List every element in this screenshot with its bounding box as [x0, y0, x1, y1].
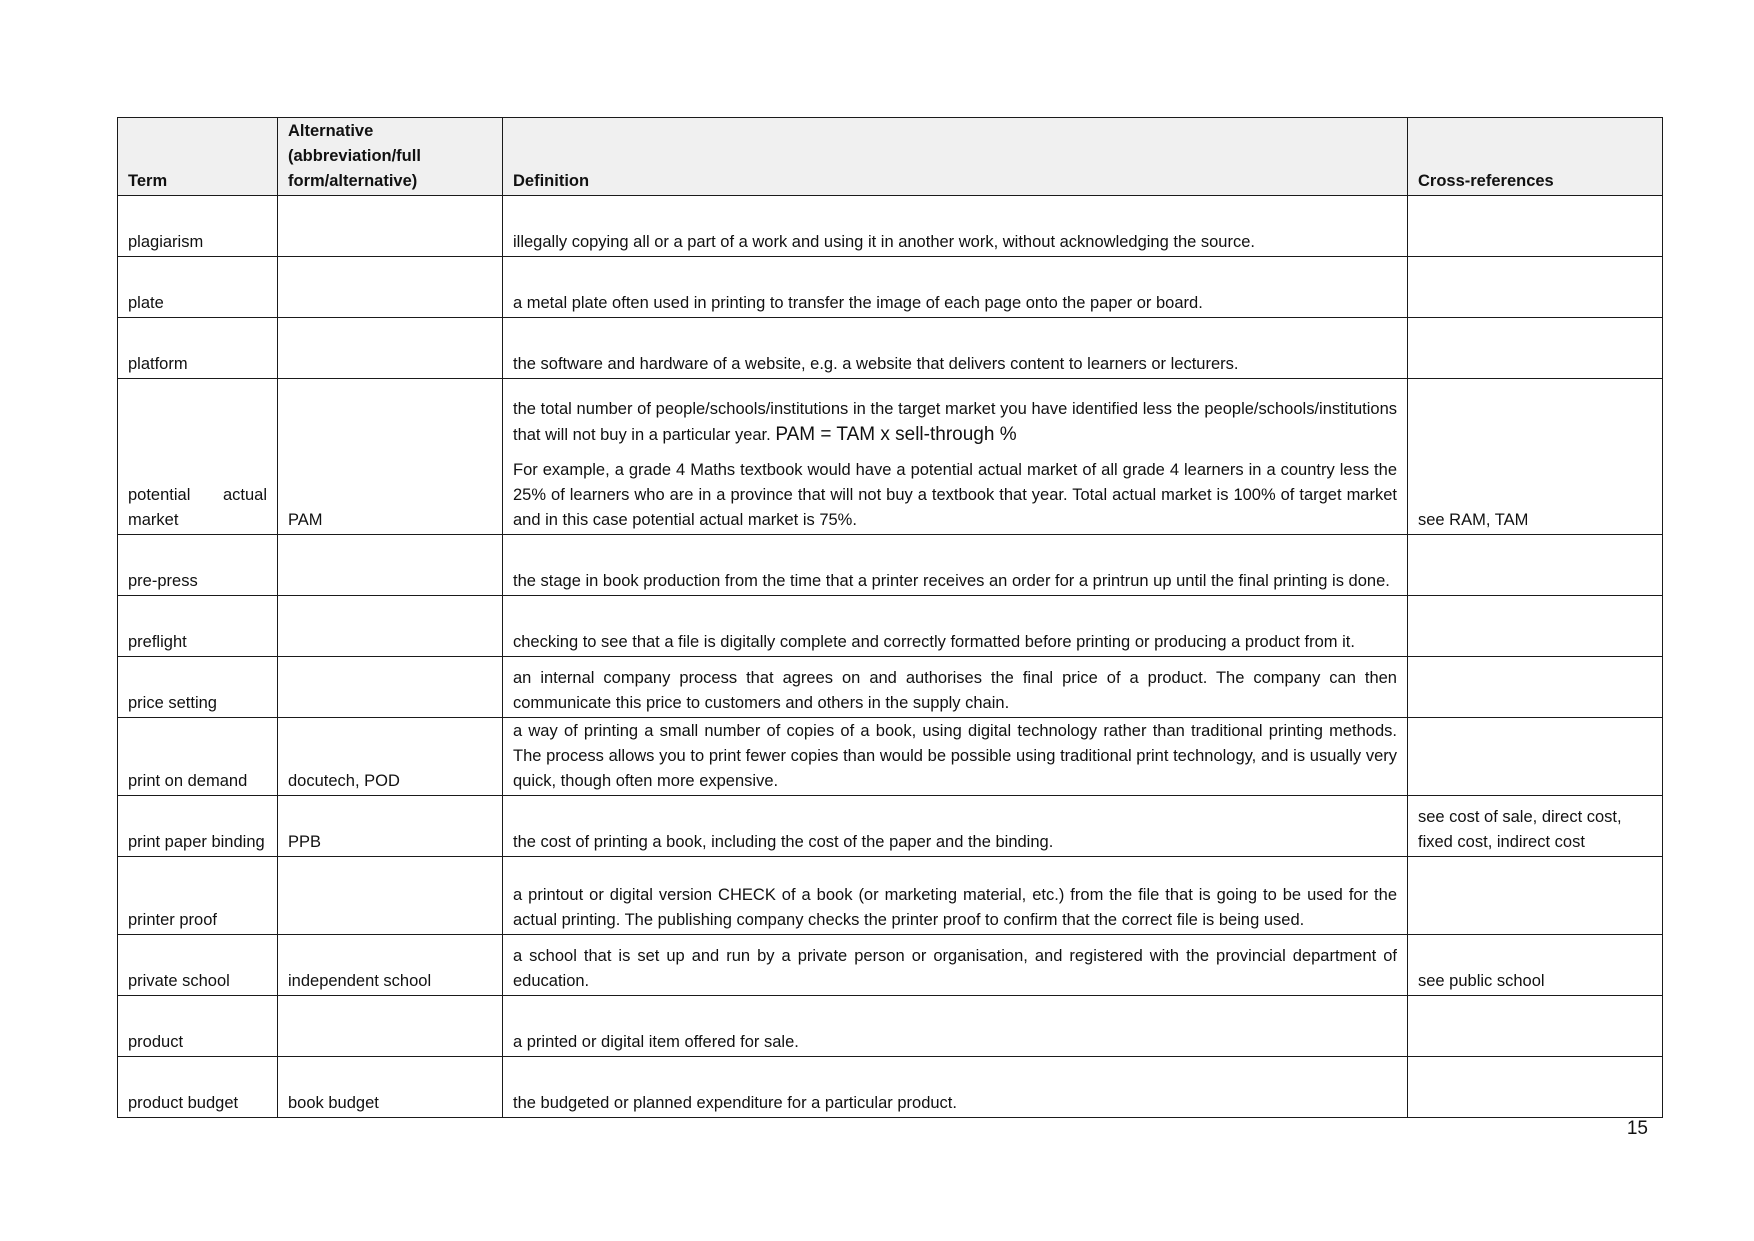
- cell-alternative: [278, 196, 503, 257]
- header-alternative: Alternative (abbreviation/full form/alternative): [278, 118, 503, 196]
- cell-alternative: [278, 257, 503, 318]
- definition-paragraph: [513, 630, 1397, 655]
- cell-term: print on demand: [118, 718, 278, 796]
- definition-text: the software and hardware of a website, e.g. a website that delivers content to learners or lecturers.: [513, 355, 1239, 373]
- definition-paragraph: [513, 1030, 1397, 1055]
- cell-cross-references: [1408, 196, 1663, 257]
- cell-term: plate: [118, 257, 278, 318]
- definition-text: For example, a grade 4 Maths textbook would have a potential actual market of all grade 4 learners in a country less the 25% of learners who are in a province that will not buy a textbook that year. Total actual market is 100% of target market and in this case potential actual market is 75%.: [513, 461, 1397, 529]
- definition-text: a printout or digital version CHECK of a book (or marketing material, etc.) from the file that is going to be used for the actual printing. The publishing company checks the printer proof to confirm that the correct file is being used.: [513, 886, 1397, 929]
- table-row: [118, 657, 1663, 718]
- definition-text: the cost of printing a book, including the cost of the paper and the binding.: [513, 833, 1054, 851]
- cell-cross-references: [1408, 996, 1663, 1057]
- table-row: [118, 857, 1663, 935]
- cell-definition: [503, 535, 1408, 596]
- cell-alternative: docutech, POD: [278, 718, 503, 796]
- cell-alternative: independent school: [278, 935, 503, 996]
- table-row: [118, 1057, 1663, 1118]
- cell-cross-references: see RAM, TAM: [1408, 379, 1663, 535]
- cell-definition: [503, 796, 1408, 857]
- cell-cross-references: see cost of sale, direct cost, fixed cost, indirect cost: [1408, 796, 1663, 857]
- table-row: [118, 379, 1663, 535]
- cell-alternative: [278, 596, 503, 657]
- definition-paragraph: [513, 397, 1397, 448]
- definition-text: a way of printing a small number of copies of a book, using digital technology rather than traditional printing methods. The process allows you to print fewer copies than would be possible using traditional print technology, and is usually very quick, though often more expensive.: [513, 722, 1397, 790]
- cell-definition: [503, 1057, 1408, 1118]
- definition-text: an internal company process that agrees on and authorises the final price of a product. The company can then communicate this price to customers and others in the supply chain.: [513, 669, 1397, 712]
- definition-text: a school that is set up and run by a private person or organisation, and registered with the provincial department of education.: [513, 947, 1397, 990]
- glossary-table: [117, 117, 1663, 1118]
- definition-paragraph: [513, 291, 1397, 316]
- table-row: [118, 935, 1663, 996]
- table-row: [118, 596, 1663, 657]
- cell-term: private school: [118, 935, 278, 996]
- cell-alternative: [278, 535, 503, 596]
- cell-definition: [503, 379, 1408, 535]
- cell-term: printer proof: [118, 857, 278, 935]
- cell-cross-references: [1408, 318, 1663, 379]
- cell-alternative: PAM: [278, 379, 503, 535]
- cell-cross-references: [1408, 857, 1663, 935]
- cell-cross-references: [1408, 535, 1663, 596]
- table-row: [118, 535, 1663, 596]
- header-term: Term: [118, 118, 278, 196]
- cell-alternative: book budget: [278, 1057, 503, 1118]
- definition-paragraph: [513, 883, 1397, 933]
- cell-definition: [503, 196, 1408, 257]
- cell-definition: [503, 996, 1408, 1057]
- cell-definition: [503, 657, 1408, 718]
- cell-definition: [503, 718, 1408, 796]
- page-number: 15: [1626, 1118, 1648, 1139]
- cell-term: product budget: [118, 1057, 278, 1118]
- definition-text: illegally copying all or a part of a work and using it in another work, without acknowledging the source.: [513, 233, 1255, 251]
- cell-cross-references: see public school: [1408, 935, 1663, 996]
- header-definition: Definition: [503, 118, 1408, 196]
- cell-definition: [503, 857, 1408, 935]
- definition-paragraph: [513, 944, 1397, 994]
- definition-paragraph: [513, 352, 1397, 377]
- cell-cross-references: [1408, 718, 1663, 796]
- definition-paragraph: [513, 666, 1397, 716]
- cell-term: preflight: [118, 596, 278, 657]
- cell-definition: [503, 257, 1408, 318]
- cell-definition: [503, 935, 1408, 996]
- cell-alternative: PPB: [278, 796, 503, 857]
- cell-term: product: [118, 996, 278, 1057]
- formula: PAM = TAM x sell-through %: [775, 424, 1017, 445]
- table-row: [118, 996, 1663, 1057]
- table-row: [118, 257, 1663, 318]
- table-row: [118, 796, 1663, 857]
- cell-term: print paper binding: [118, 796, 278, 857]
- definition-paragraph: [513, 719, 1397, 794]
- definition-paragraph: [513, 230, 1397, 255]
- cell-alternative: [278, 657, 503, 718]
- definition-text: the stage in book production from the time that a printer receives an order for a printrun up until the final printing is done.: [513, 572, 1390, 590]
- cell-term: potential actual market: [118, 379, 278, 535]
- cell-alternative: [278, 857, 503, 935]
- cell-alternative: [278, 996, 503, 1057]
- definition-paragraph: [513, 1091, 1397, 1116]
- cell-alternative: [278, 318, 503, 379]
- table-header: [118, 118, 1663, 196]
- table-row: [118, 718, 1663, 796]
- definition-paragraph: [513, 569, 1397, 594]
- cell-term: pre-press: [118, 535, 278, 596]
- cell-definition: [503, 318, 1408, 379]
- cell-cross-references: [1408, 1057, 1663, 1118]
- definition-paragraph: [513, 458, 1397, 533]
- definition-text: a metal plate often used in printing to transfer the image of each page onto the paper or board.: [513, 294, 1203, 312]
- definition-text: the total number of people/schools/institutions in the target market you have identified less the people/schools/institutions that will not buy in a particular year.: [513, 400, 1397, 444]
- cell-cross-references: [1408, 596, 1663, 657]
- cell-term: price setting: [118, 657, 278, 718]
- cell-cross-references: [1408, 657, 1663, 718]
- definition-paragraph: [513, 830, 1397, 855]
- header-row: [118, 118, 1663, 196]
- definition-text: the budgeted or planned expenditure for a particular product.: [513, 1094, 957, 1112]
- definition-text: checking to see that a file is digitally complete and correctly formatted before printing or producing a product from it.: [513, 633, 1355, 651]
- definition-text: a printed or digital item offered for sale.: [513, 1033, 799, 1051]
- table-row: [118, 196, 1663, 257]
- table-body: [118, 196, 1663, 1118]
- table-row: [118, 318, 1663, 379]
- header-cross-references: Cross-references: [1408, 118, 1663, 196]
- cell-definition: [503, 596, 1408, 657]
- cell-term: plagiarism: [118, 196, 278, 257]
- cell-cross-references: [1408, 257, 1663, 318]
- cell-term: platform: [118, 318, 278, 379]
